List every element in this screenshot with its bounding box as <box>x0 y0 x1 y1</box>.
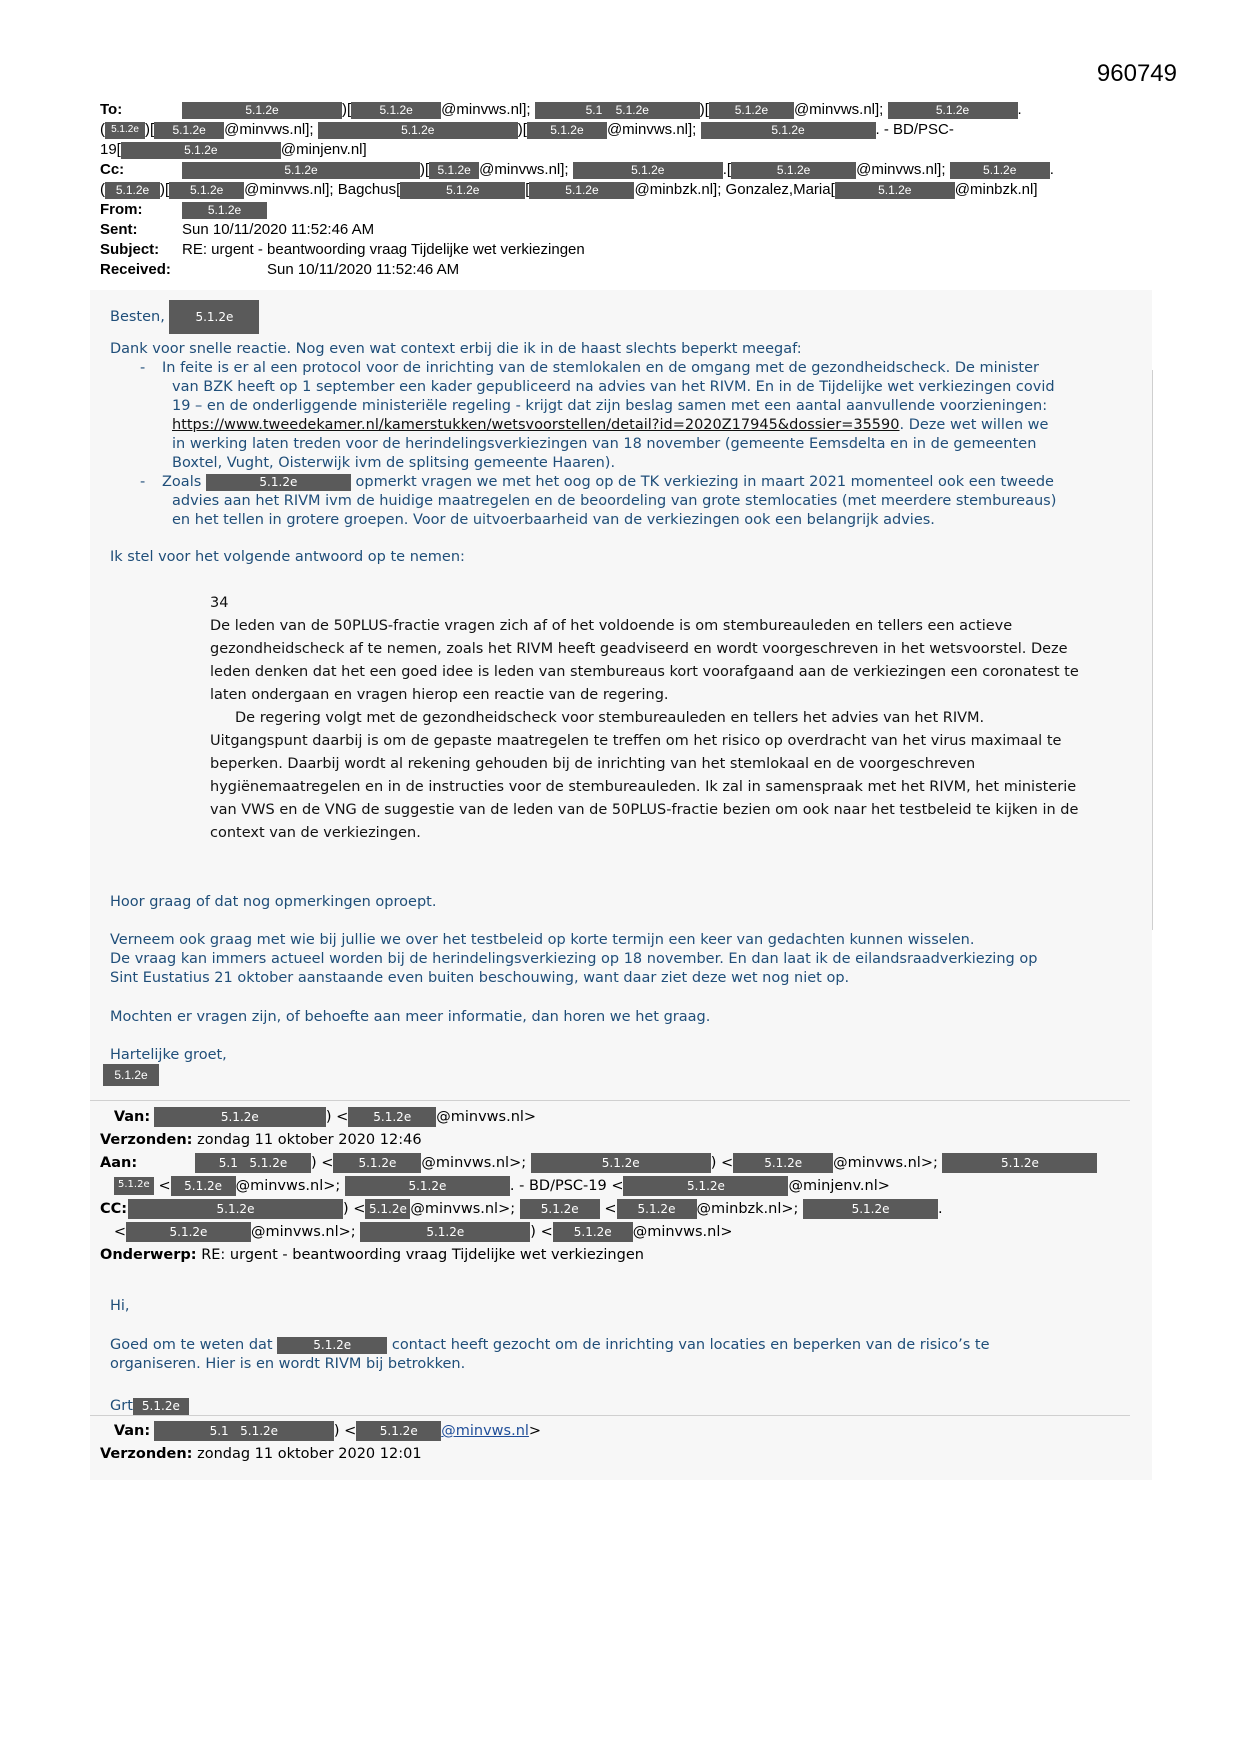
redaction: 5.1.2e <box>171 1176 236 1196</box>
redaction: 5.1.2e <box>529 182 634 199</box>
redaction: 5.1.2e <box>351 102 441 119</box>
redaction: 5.1 5.1.2e <box>535 102 700 119</box>
context-item-2: - Zoals 5.1.2e opmerkt vragen we met het oog op de TK verkiezing in maart 2021 momenteel ook een tweede advies aan het RIVM ivm de huidige maatregelen en de beoordeling van grote stemlocaties (met meerdere stembureaus) en het tellen in grotere groepen. Voor de uitvoerbaarheid van de verkiezingen ook een belangrijk advies. <box>140 474 1057 528</box>
redaction: 5.1.2e <box>169 182 244 199</box>
to-line-2: ( 5.1.2e )[ 5.1.2e @minvws.nl]; 5.1.2e )[ 5.1.2e @minvws.nl]; 5.1.2e . - BD/PSC- <box>100 121 954 138</box>
redaction: 5.1.2e <box>169 300 259 334</box>
margin-line <box>1152 370 1153 930</box>
redaction: 5.1.2e <box>365 1199 410 1219</box>
separator <box>90 1415 1130 1416</box>
redaction: 5.1.2e <box>527 122 607 139</box>
redaction: 5.1.2e <box>105 122 145 139</box>
redaction: 5.1.2e <box>623 1176 788 1196</box>
redaction: 5.1.2e <box>520 1199 600 1219</box>
cc-line-2: < 5.1.2e @minvws.nl>; 5.1.2e ) < 5.1.2e @minvws.nl> <box>113 1224 733 1240</box>
redaction: 5.1.2e <box>277 1337 387 1354</box>
redaction: 5.1.2e <box>133 1398 189 1415</box>
redaction: 5.1.2e <box>731 162 856 179</box>
sent-line: Sent: Sun 10/11/2020 11:52:46 AM <box>100 221 375 238</box>
van-line: Van: 5.1.2e ) < 5.1.2e @minvws.nl> <box>113 1109 537 1125</box>
redaction: 5.1.2e <box>345 1176 510 1196</box>
redaction: 5.1.2e <box>803 1199 938 1219</box>
email-header <box>100 100 1150 280</box>
redaction: 5.1.2e <box>182 202 267 219</box>
redaction: 5.1.2e <box>942 1153 1097 1173</box>
remarks-text: Hoor graag of dat nog opmerkingen oproept. <box>110 894 437 910</box>
van-line-2: Van: 5.1 5.1.2e ) < 5.1.2e @minvws.nl> <box>113 1423 542 1439</box>
signature <box>103 1064 159 1086</box>
redaction: 5.1.2e <box>154 1107 326 1127</box>
to-line-3: 19[ 5.1.2e @minjenv.nl] <box>100 141 367 158</box>
redaction: 5.1.2e <box>356 1421 441 1441</box>
redaction: 5.1.2e <box>531 1153 711 1173</box>
redaction: 5.1.2e <box>126 1222 251 1242</box>
aan-line: Aan: 5.1 5.1.2e ) < 5.1.2e @minvws.nl>; 5.1.2e ) < 5.1.2e @minvws.nl>; 5.1.2e <box>100 1152 1150 1175</box>
greeting: Besten, 5.1.2e <box>110 300 259 334</box>
quoted-header-2 <box>100 1420 1150 1466</box>
redaction: 5.1.2e <box>121 142 281 159</box>
reply-signoff: Grt 5.1.2e <box>110 1397 189 1416</box>
redaction: 5.1.2e <box>701 122 876 139</box>
redaction: 5.1 5.1.2e <box>195 1153 311 1173</box>
to-line: To: 5.1.2e )[ 5.1.2e @minvws.nl]; 5.1 5.1.2e )[ 5.1.2e @minvws.nl]; 5.1.2e . <box>100 101 1022 118</box>
testing-paragraph: Verneem ook graag met wie bij jullie we over het testbeleid op korte termijn een keer van gedachten kunnen wisselen. De vraag kan immers actueel worden bij de herindelingsverkiezing op 18 november. En dan laat ik de eilandsraadverkiezing op Sint Eustatius 21 oktober aanstaande even buiten beschouwing, want daar ziet deze wet nog niet op. <box>110 932 1038 986</box>
cc-line: Cc: 5.1.2e )[ 5.1.2e @minvws.nl]; 5.1.2e .[ 5.1.2e @minvws.nl]; 5.1.2e . <box>100 161 1054 178</box>
intro-paragraph: Dank voor snelle reactie. Nog even wat context erbij die ik in de haast slechts beperkt meegaf: - In feite is er al een protocol voor de inrichting van de stemlokalen en de omgang met de gezondheidscheck. De minister van BZK heeft op 1 september een kader gepubliceerd na advies van het RIVM. En in de Tijdelijke wet verkiezingen covid 19 – en de onderliggende ministeriële regeling - krijgt dat zijn beslag samen met een aantal aanvullende voorzieningen: https://www.tweedekamer.nl/kamerstukken/wetsvoorstellen/detail?id=2020Z17945&dossier=35590. Deze wet willen we in werking laten treden voor de herindelingsverkiezingen van 18 november (gemeente Eemsdelta en in de gemeenten Boxtel, Vught, Oisterwijk ivm de splitsing gemeente Haaren). - Zoals 5.1.2e opmerkt vragen we met het oog op de TK verkiezing in maart 2021 momenteel ook een tweede advies aan het RIVM ivm de huidige maatregelen en de beoordeling van grote stemlocaties (met meerdere stembureaus) en het tellen in grotere groepen. Voor de uitvoerbaarheid van de verkiezingen ook een belangrijk advies. <box>110 340 1150 530</box>
redaction: 5.1.2e <box>709 102 794 119</box>
redaction: 5.1 5.1.2e <box>154 1421 334 1441</box>
redaction: 5.1.2e <box>553 1222 633 1242</box>
redaction: 5.1.2e <box>105 182 160 199</box>
document-id: 960749 <box>1096 60 1177 87</box>
redaction: 5.1.2e <box>617 1199 697 1219</box>
closing: Hartelijke groet, <box>110 1047 227 1063</box>
redaction: 5.1.2e <box>182 102 342 119</box>
redaction: 5.1.2e <box>318 122 518 139</box>
cc-line-2: ( 5.1.2e )[ 5.1.2e @minvws.nl]; Bagchus[ 5.1.2e [ 5.1.2e @minbzk.nl]; Gonzalez,Maria[ 5.1.2e @minbzk.nl] <box>100 181 1038 198</box>
context-item-1: - In feite is er al een protocol voor de inrichting van de stemlokalen en de omgang met de gezondheidscheck. De minister van BZK heeft op 1 september een kader gepubliceerd na advies van het RIVM. En in de Tijdelijke wet verkiezingen covid 19 – en de onderliggende ministeriële regeling - krijgt dat zijn beslag samen met een aantal aanvullende voorzieningen: https://www.tweedekamer.nl/kamerstukken/wetsvoorstellen/detail?id=2020Z17945&dossier=35590. Deze wet willen we in werking laten treden voor de herindelingsverkiezingen van 18 november (gemeente Eemsdelta en in de gemeenten Boxtel, Vught, Oisterwijk ivm de splitsing gemeente Haaren). <box>140 360 1055 471</box>
quoted-header-1 <box>100 1106 1150 1267</box>
redaction: 5.1.2e <box>114 1177 154 1195</box>
verzonden-line: Verzonden: zondag 11 oktober 2020 12:46 <box>100 1132 422 1148</box>
propose-text: Ik stel voor het volgende antwoord op te nemen: <box>110 549 465 565</box>
redaction: 5.1.2e <box>103 1064 159 1086</box>
verzonden-line-2: Verzonden: zondag 11 oktober 2020 12:01 <box>100 1446 422 1462</box>
redaction: 5.1.2e <box>429 162 479 179</box>
redaction: 5.1.2e <box>206 474 351 491</box>
kamerstukken-link[interactable]: https://www.tweedekamer.nl/kamerstukken/wetsvoorstellen/detail?id=2020Z17945&dossier=35590 <box>172 417 900 433</box>
redaction: 5.1.2e <box>333 1153 421 1173</box>
redaction: 5.1.2e <box>835 182 955 199</box>
cc-line: CC: 5.1.2e ) < 5.1.2e @minvws.nl>; 5.1.2e < 5.1.2e @minbzk.nl>; 5.1.2e . <box>100 1201 943 1217</box>
received-line: Received: Sun 10/11/2020 11:52:46 AM <box>100 261 460 278</box>
onderwerp-line: Onderwerp: RE: urgent - beantwoording vraag Tijdelijke wet verkiezingen <box>100 1247 644 1263</box>
redaction: 5.1.2e <box>400 182 525 199</box>
context-list <box>110 359 1150 530</box>
aan-line-2: 5.1.2e < 5.1.2e @minvws.nl>; 5.1.2e . - BD/PSC-19 < 5.1.2e @minjenv.nl> <box>100 1175 1150 1198</box>
from-line: From: 5.1.2e <box>100 200 1150 220</box>
subject-line: Subject: RE: urgent - beantwoording vraag Tijdelijke wet verkiezingen <box>100 241 585 258</box>
redaction: 5.1.2e <box>128 1199 343 1219</box>
reply-paragraph: Goed om te weten dat 5.1.2e contact heeft gezocht om de inrichting van locaties en beperken van de risico’s te organiseren. Hier is en wordt RIVM bij betrokken. <box>110 1337 990 1372</box>
redaction: 5.1.2e <box>182 162 420 179</box>
proposed-answer: 34 De leden van de 50PLUS-fractie vragen zich af of het voldoende is om stembureauleden en tellers een actieve gezondheidscheck af te nemen, zoals het RIVM heeft geadviseerd en wordt voorgeschreven in het wetsvoorstel. Deze leden denken dat het een goed idee is leden van stembureaus kort voorafgaand aan de verkiezingen een coronatest te laten ondergaan en vragen hierop een reactie van de regering. De regering volgt met de gezondheidscheck voor stembureauleden en tellers het advies van het RIVM. Uitgangspunt daarbij is om de gepaste maatregelen te treffen om het risico op overdracht van het virus maximaal te beperken. Daarbij wordt al rekening gehouden bij de inrichting van het stemlokaal en de voorgeschreven hygiënemaatregelen en in de instructies voor de stembureauleden. Ik zal in samenspraak met het RIVM, het ministerie van VWS en de VNG de suggestie van de leden van de 50PLUS-fractie bezien om ook naar het testbeleid te kijken in de context van de verkiezingen. <box>210 592 1150 845</box>
redaction: 5.1.2e <box>348 1107 436 1127</box>
reply-hi: Hi, <box>110 1298 130 1314</box>
redaction: 5.1.2e <box>154 122 224 139</box>
redaction: 5.1.2e <box>573 162 723 179</box>
separator <box>90 1100 1130 1101</box>
redaction: 5.1.2e <box>950 162 1050 179</box>
question-number: 34 <box>210 595 229 611</box>
redaction: 5.1.2e <box>888 102 1018 119</box>
redaction: 5.1.2e <box>733 1153 833 1173</box>
email-link[interactable]: @minvws.nl <box>441 1423 529 1439</box>
questions-text: Mochten er vragen zijn, of behoefte aan meer informatie, dan horen we het graag. <box>110 1009 711 1025</box>
redaction: 5.1.2e <box>360 1222 530 1242</box>
